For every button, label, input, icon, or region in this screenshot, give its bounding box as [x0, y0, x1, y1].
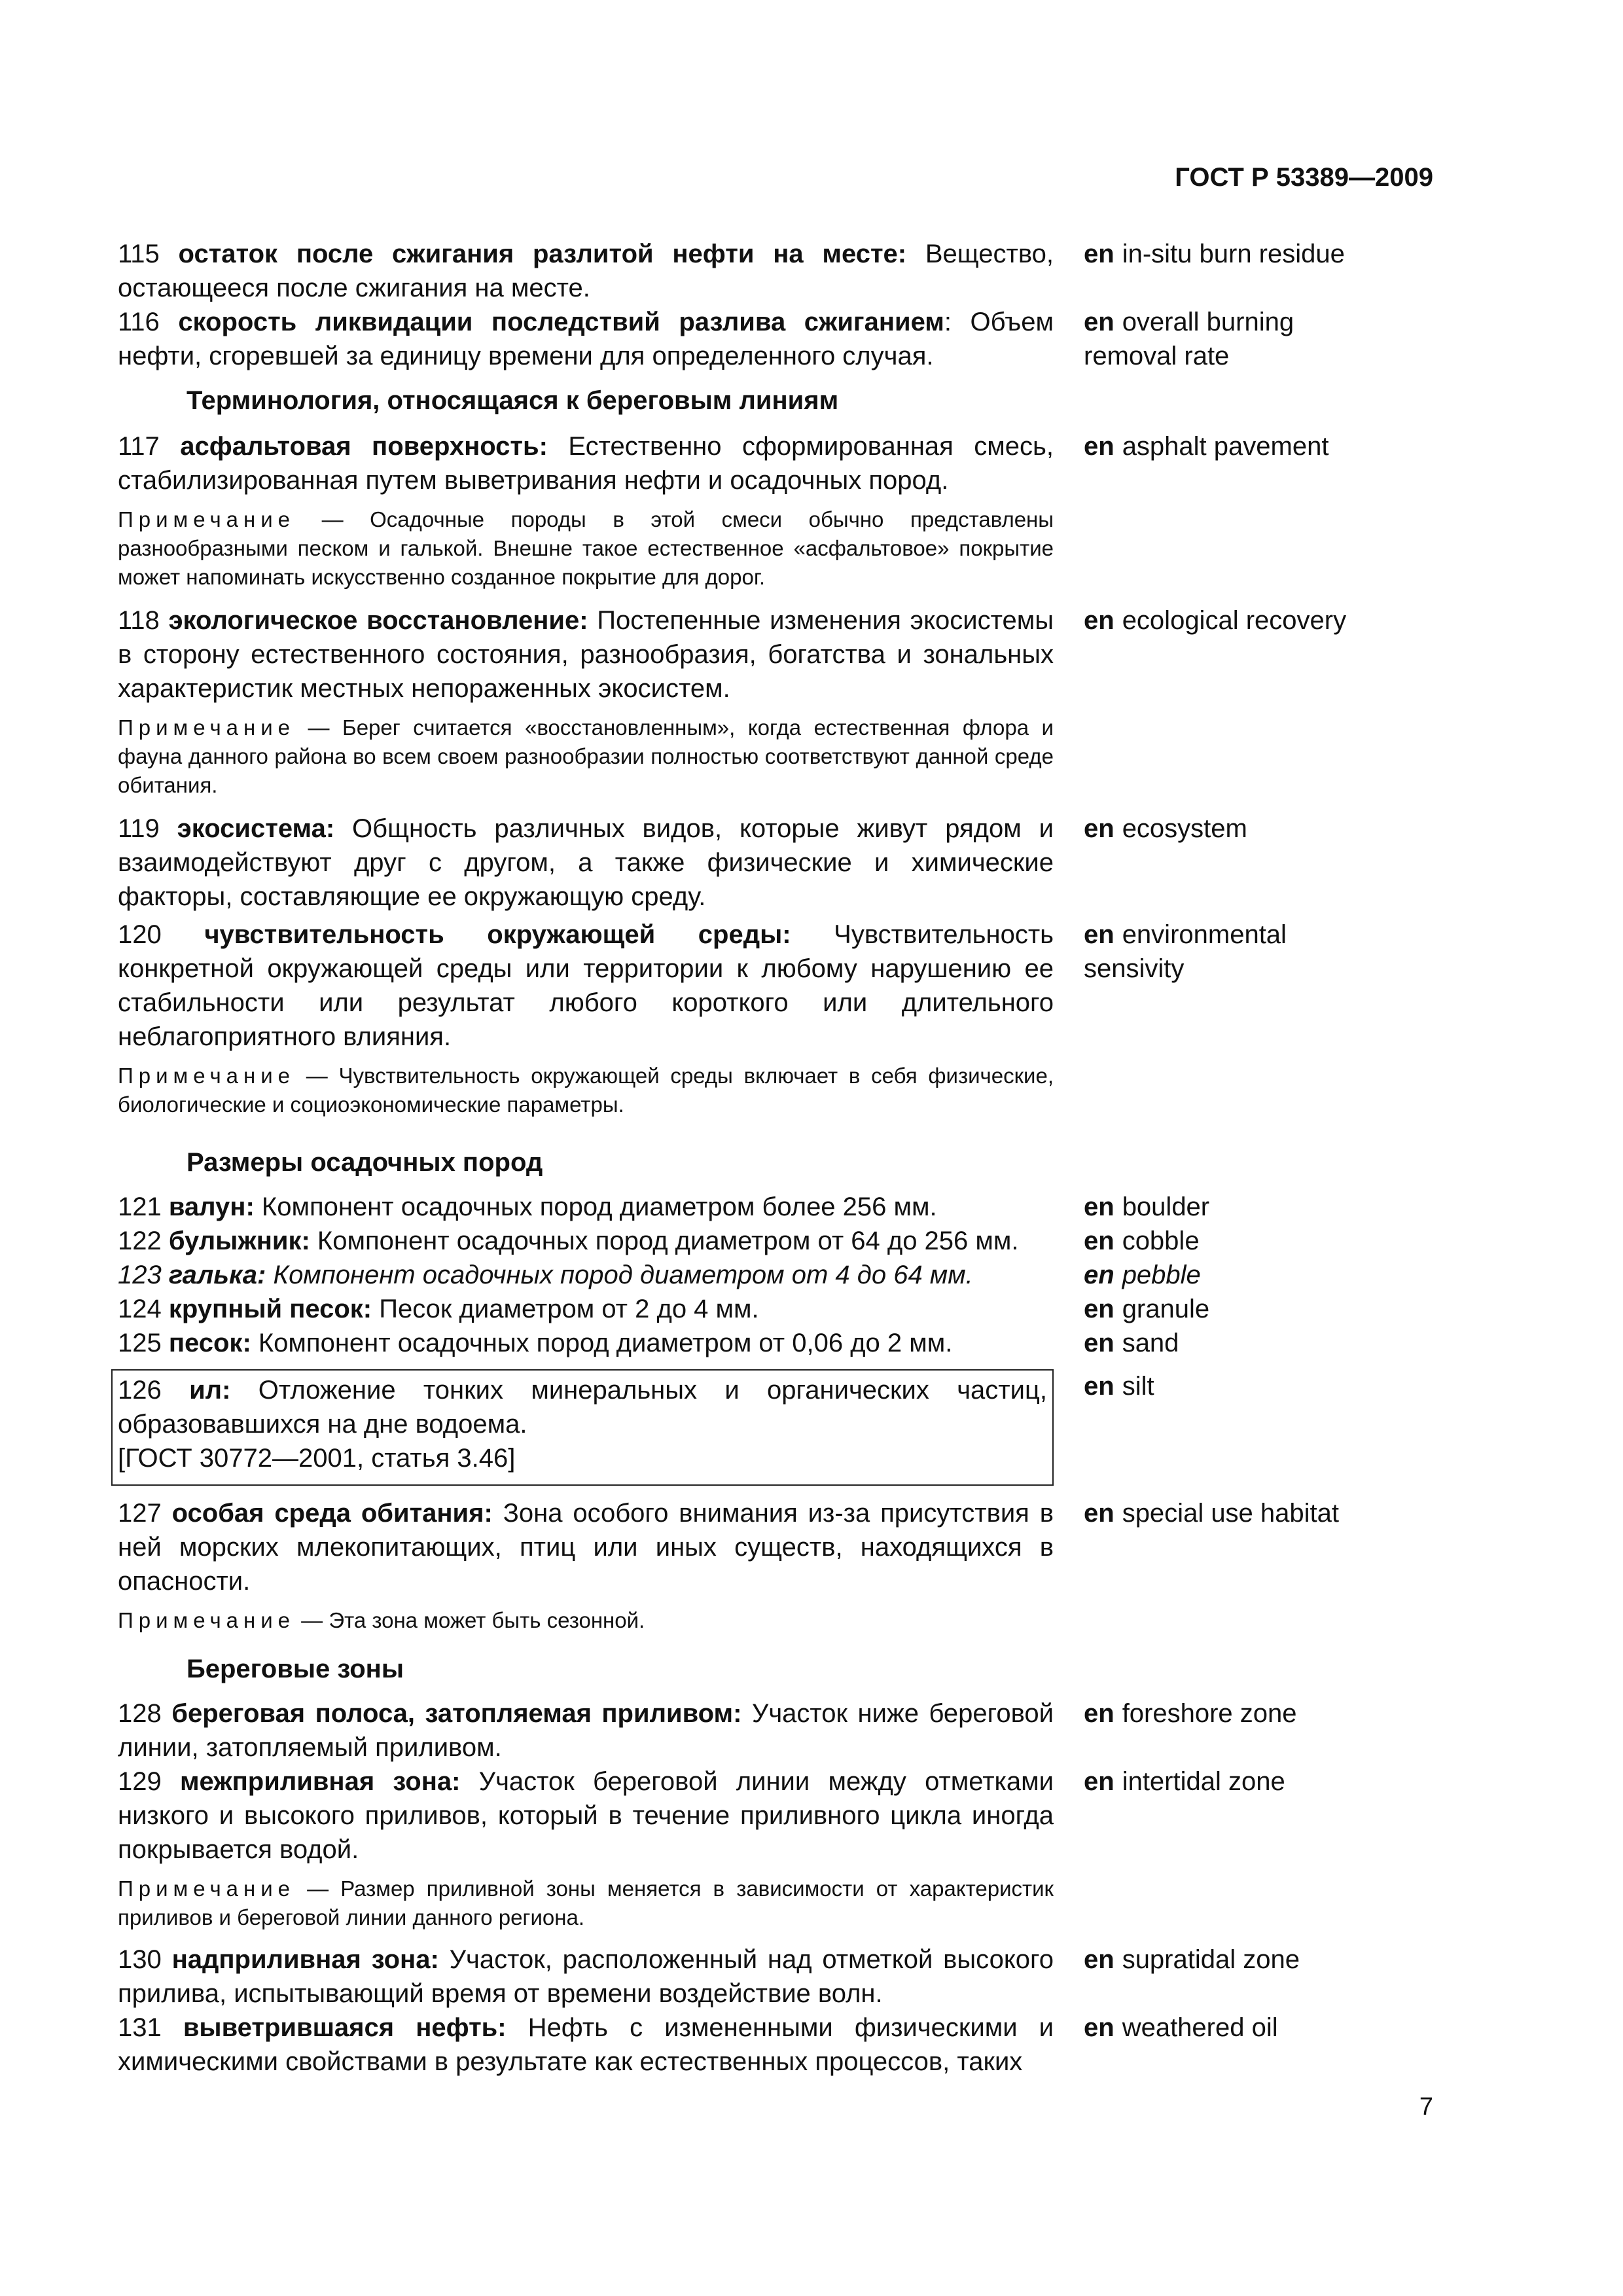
term-name: береговая полоса, затопляемая приливом: — [171, 1699, 742, 1728]
term-number: 130 — [118, 1945, 172, 1974]
english-equivalent — [1084, 1696, 1391, 1765]
term-number: 122 — [118, 1227, 169, 1255]
note-text: — Берег считается «восстановленным», когда естественная флора и фауна данного района во всем своем разнообразии полностью соответствуют данной среде обитания. — [118, 715, 1054, 797]
term-name: галька: — [168, 1261, 266, 1289]
term-definition — [118, 918, 1054, 1119]
definition-body: Участок ниже береговой линии, затопляемый приливом. — [118, 1699, 1054, 1762]
definition-body: Компонент осадочных пород диаметром от 4 до 64 мм. — [266, 1261, 973, 1289]
definition-text — [118, 1496, 1054, 1598]
english-term: overall burning removal rate — [1084, 308, 1294, 370]
term-definition — [118, 1190, 1054, 1224]
english-equivalent — [1084, 1258, 1391, 1292]
definition-text — [118, 1943, 1054, 2011]
term-entry — [118, 1696, 1453, 1765]
language-code: en — [1084, 606, 1115, 635]
term-entry — [118, 2011, 1453, 2079]
definition-text — [118, 1326, 1054, 1360]
term-note — [118, 1062, 1054, 1119]
english-term: weathered oil — [1122, 2013, 1278, 2042]
english-equivalent — [1084, 305, 1391, 373]
term-name: асфальтовая поверхность: — [180, 432, 548, 461]
term-name: остаток после сжигания разлитой нефти на месте: — [178, 240, 907, 268]
term-entry — [118, 1190, 1453, 1224]
definition-body: Постепенные изменения экосистемы в сторону естественного состояния, разнообразия, богатства и зональных характеристик местных непораженных экосистем. — [118, 606, 1054, 703]
term-definition — [118, 1496, 1054, 1635]
term-name: надприливная зона: — [171, 1945, 439, 1974]
definition-body: Компонент осадочных пород диаметром от 0,06 до 2 мм. — [251, 1329, 953, 1357]
definition-body: : Объем нефти, сгоревшей за единицу времени для определенного случая. — [118, 308, 1054, 370]
term-definition — [118, 603, 1054, 800]
language-code: en — [1084, 240, 1115, 268]
term-note — [118, 1874, 1054, 1932]
language-code: en — [1084, 2013, 1115, 2042]
english-term: pebble — [1122, 1261, 1201, 1289]
language-code: en — [1084, 1945, 1115, 1974]
term-entry — [118, 918, 1453, 1119]
term-entry — [118, 429, 1453, 592]
term-number: 129 — [118, 1767, 180, 1796]
definition-body: Песок диаметром от 2 до 4 мм. — [372, 1295, 759, 1323]
section-heading: Терминология, относящаяся к береговым линиям — [187, 386, 839, 415]
term-name: экосистема: — [177, 814, 335, 843]
english-term: granule — [1122, 1295, 1210, 1323]
term-name: крупный песок: — [168, 1295, 372, 1323]
term-number: 131 — [118, 2013, 183, 2042]
document-code: ГОСТ Р 53389—2009 — [1175, 163, 1433, 192]
term-source: [ГОСТ 30772—2001, статья 3.46] — [118, 1444, 516, 1473]
language-code: en — [1084, 1329, 1115, 1357]
term-entry — [118, 1258, 1453, 1292]
note-label: Примечание — [118, 1608, 296, 1632]
term-name: межприливная зона: — [179, 1767, 461, 1796]
english-term: sand — [1122, 1329, 1179, 1357]
term-entry — [118, 1765, 1453, 1932]
term-name: экологическое восстановление: — [168, 606, 588, 635]
definition-body: Общность различных видов, которые живут рядом и взаимодействуют друг с другом, а также физические и химические факторы, составляющие ее окружающую среду. — [118, 814, 1054, 911]
english-equivalent — [1084, 237, 1391, 305]
term-number: 116 — [118, 308, 179, 336]
definition-text — [118, 1292, 1054, 1326]
definition-body: Нефть с измененными физическими и химическими свойствами в результате как естественных процессов, таких — [118, 2013, 1054, 2076]
term-name: чувствительность окружающей среды: — [204, 920, 791, 949]
term-definition — [118, 429, 1054, 592]
term-name: выветрившаяся нефть: — [183, 2013, 507, 2042]
english-equivalent — [1084, 1369, 1391, 1486]
term-number: 120 — [118, 920, 205, 949]
definition-text — [118, 237, 1054, 305]
english-equivalent — [1084, 1224, 1391, 1258]
english-term: boulder — [1122, 1193, 1210, 1221]
note-text: — Размер приливной зоны меняется в зависимости от характеристик приливов и береговой линии данного региона. — [118, 1876, 1054, 1929]
term-definition — [118, 237, 1054, 305]
definition-body: Естественно сформированная смесь, стабилизированная путем выветривания нефти и осадочных пород. — [118, 432, 1054, 495]
section-heading: Размеры осадочных пород — [187, 1148, 543, 1177]
note-text: — Чувствительность окружающей среды включает в себя физические, биологические и социоэкономические параметры. — [118, 1064, 1054, 1117]
english-term: ecological recovery — [1122, 606, 1347, 635]
language-code: en — [1084, 1499, 1115, 1528]
term-entry — [118, 1292, 1453, 1326]
term-number: 124 — [118, 1295, 169, 1323]
definition-text — [118, 1224, 1054, 1258]
definition-body: Зона особого внимания из-за присутствия в ней морских млекопитающих, птиц или иных существ, находящихся в опасности. — [118, 1499, 1054, 1596]
term-note — [118, 713, 1054, 800]
term-definition — [118, 305, 1054, 373]
term-number: 121 — [118, 1193, 169, 1221]
definition-body: Компонент осадочных пород диаметром от 64 до 256 мм. — [310, 1227, 1019, 1255]
definition-body: Участок, расположенный над отметкой высокого прилива, испытывающий время от времени воздействие волн. — [118, 1945, 1054, 2008]
term-definition — [118, 1326, 1054, 1360]
definition-text — [118, 603, 1054, 706]
term-entry — [118, 1943, 1453, 2011]
term-definition — [111, 1369, 1054, 1486]
definition-body: Вещество, остающееся после сжигания на месте. — [118, 240, 1054, 302]
language-code: en — [1084, 1193, 1115, 1221]
definition-text — [118, 812, 1054, 914]
definition-text — [118, 1765, 1054, 1867]
term-definition — [118, 2011, 1054, 2079]
term-definition — [118, 1765, 1054, 1932]
term-definition — [118, 1224, 1054, 1258]
definition-text — [118, 918, 1054, 1054]
note-label: Примечание — [118, 715, 296, 740]
terms-list — [118, 237, 1453, 2079]
language-code: en — [1084, 814, 1115, 843]
language-code: en — [1084, 1227, 1115, 1255]
english-equivalent — [1084, 812, 1391, 914]
term-number: 123 — [118, 1261, 169, 1289]
english-term: special use habitat — [1122, 1499, 1340, 1528]
language-code: en — [1084, 1295, 1115, 1323]
term-entry — [118, 1224, 1453, 1258]
english-equivalent — [1084, 429, 1391, 592]
note-label: Примечание — [118, 1876, 296, 1901]
note-text: — Эта зона может быть сезонной. — [295, 1608, 645, 1632]
term-definition — [118, 1292, 1054, 1326]
english-term: intertidal zone — [1122, 1767, 1285, 1796]
english-equivalent — [1084, 1190, 1391, 1224]
english-term: silt — [1122, 1372, 1154, 1401]
definition-text — [118, 1373, 1047, 1441]
language-code: en — [1084, 1767, 1115, 1796]
page-number: 7 — [1419, 2093, 1433, 2121]
term-entry — [118, 1496, 1453, 1635]
english-equivalent — [1084, 2011, 1391, 2079]
term-number: 115 — [118, 240, 179, 268]
language-code: en — [1084, 920, 1115, 949]
definition-text — [118, 2011, 1054, 2079]
english-term: ecosystem — [1122, 814, 1247, 843]
english-equivalent — [1084, 1496, 1391, 1635]
term-note — [118, 505, 1054, 592]
term-entry — [118, 305, 1453, 373]
english-term: cobble — [1122, 1227, 1200, 1255]
section-heading: Береговые зоны — [187, 1655, 404, 1683]
term-number: 128 — [118, 1699, 172, 1728]
english-equivalent — [1084, 1943, 1391, 2011]
term-definition — [118, 1943, 1054, 2011]
term-name: песок: — [168, 1329, 251, 1357]
definition-body: Участок береговой линии между отметками низкого и высокого приливов, который в течение приливного цикла иногда покрывается водой. — [118, 1767, 1054, 1864]
english-equivalent — [1084, 1326, 1391, 1360]
language-code: en — [1084, 1699, 1115, 1728]
term-number: 126 — [118, 1376, 190, 1405]
english-equivalent — [1084, 1292, 1391, 1326]
language-code: en — [1084, 1261, 1115, 1289]
term-entry — [118, 603, 1453, 800]
note-label: Примечание — [118, 507, 296, 531]
term-definition — [118, 1258, 1054, 1292]
term-number: 118 — [118, 606, 169, 635]
term-number: 127 — [118, 1499, 172, 1528]
term-entry — [118, 812, 1453, 914]
definition-text — [118, 1696, 1054, 1765]
english-term: supratidal zone — [1122, 1945, 1300, 1974]
english-term: asphalt pavement — [1122, 432, 1329, 461]
term-name: особая среда обитания: — [171, 1499, 493, 1528]
english-term: environmental sensivity — [1084, 920, 1287, 983]
term-number: 119 — [118, 814, 177, 843]
definition-body: Отложение тонких минеральных и органических частиц, образовавшихся на дне водоема. — [118, 1376, 1047, 1439]
note-label: Примечание — [118, 1064, 296, 1088]
term-name: ил: — [189, 1376, 231, 1405]
definition-text — [118, 429, 1054, 497]
definition-text — [118, 305, 1054, 373]
english-equivalent — [1084, 918, 1391, 1119]
term-entry — [118, 1369, 1453, 1486]
english-term: in-situ burn residue — [1122, 240, 1345, 268]
term-number: 125 — [118, 1329, 169, 1357]
term-entry — [118, 1326, 1453, 1360]
term-name: булыжник: — [168, 1227, 310, 1255]
note-text: — Осадочные породы в этой смеси обычно представлены разнообразными песком и галькой. Внешне такое естественное «асфальтовое» покрытие может напоминать искусственно созданное покрытие для дорог. — [118, 507, 1054, 589]
term-note — [118, 1606, 1054, 1635]
definition-body: Чувствительность конкретной окружающей среды или территории к любому нарушению ее стабильности или результат любого короткого или длительного неблагоприятного влияния. — [118, 920, 1054, 1051]
definition-body: Компонент осадочных пород диаметром более 256 мм. — [254, 1193, 937, 1221]
english-equivalent — [1084, 603, 1391, 800]
language-code: en — [1084, 432, 1115, 461]
term-entry — [118, 237, 1453, 305]
term-definition — [118, 812, 1054, 914]
term-name: скорость ликвидации последствий разлива сжиганием — [178, 308, 944, 336]
language-code: en — [1084, 308, 1115, 336]
term-number: 117 — [118, 432, 181, 461]
term-name: валун: — [168, 1193, 255, 1221]
english-term: foreshore zone — [1122, 1699, 1297, 1728]
language-code: en — [1084, 1372, 1115, 1401]
definition-text — [118, 1258, 1054, 1292]
definition-text — [118, 1190, 1054, 1224]
term-definition — [118, 1696, 1054, 1765]
english-equivalent — [1084, 1765, 1391, 1932]
